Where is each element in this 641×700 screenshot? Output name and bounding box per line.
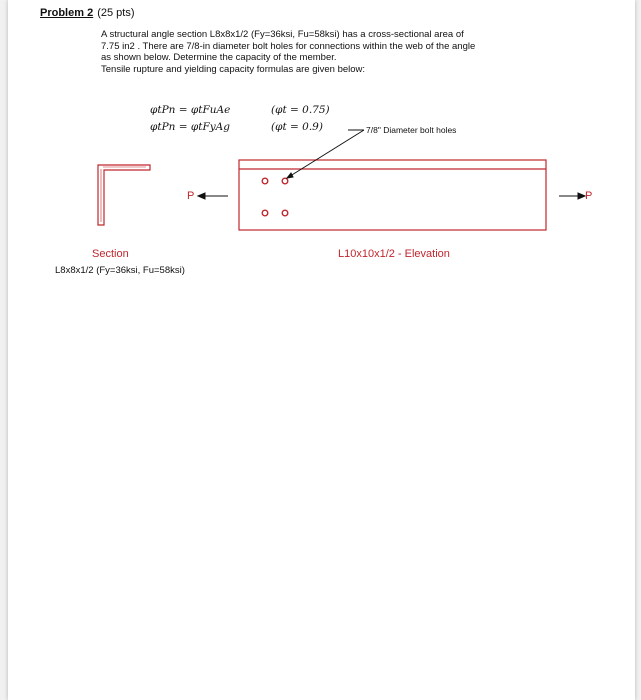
- bolt-hole: [262, 210, 268, 216]
- left-load-arrow: [198, 193, 228, 199]
- bolt-hole-leader: [287, 130, 364, 178]
- rupture-factor: (φt = 0.75): [271, 104, 330, 116]
- bolt-hole: [262, 178, 268, 184]
- description-line: A structural angle section L8x8x1/2 (Fy=36ksi, Fu=58ksi) has a cross-sectional area of: [101, 29, 464, 40]
- structural-diagram: [8, 0, 635, 700]
- problem-points: (25 pts): [97, 7, 135, 19]
- bolt-hole: [282, 178, 288, 184]
- yield-formula: φtPn = φtFyAg: [150, 121, 230, 133]
- section-spec: L8x8x1/2 (Fy=36ksi, Fu=58ksi): [55, 265, 185, 276]
- description-line: 7.75 in2 . There are 7/8-in diameter bolt holes for connections within the web of the angle: [101, 40, 476, 52]
- problem-title: Problem 2: [40, 7, 94, 19]
- description-line: as shown below. Determine the capacity of the member.: [101, 52, 337, 63]
- right-load-arrow: [559, 193, 585, 199]
- document-page: [8, 0, 635, 700]
- rupture-formula: φtPn = φtFuAe: [150, 104, 231, 116]
- load-label-right: P: [585, 190, 593, 202]
- elevation-drawing: [239, 160, 546, 230]
- yield-factor: (φt = 0.9): [271, 121, 323, 133]
- section-caption: Section: [92, 248, 129, 260]
- bolt-hole: [282, 210, 288, 216]
- description-line: Tensile rupture and yielding capacity formulas are given below:: [101, 63, 366, 75]
- load-label-left: P: [187, 190, 195, 202]
- bolt-holes: [262, 178, 288, 216]
- elevation-caption: L10x10x1/2 - Elevation: [338, 248, 450, 260]
- bolt-hole-label: 7/8" Diameter bolt holes: [366, 125, 457, 135]
- angle-section-drawing: [98, 165, 150, 225]
